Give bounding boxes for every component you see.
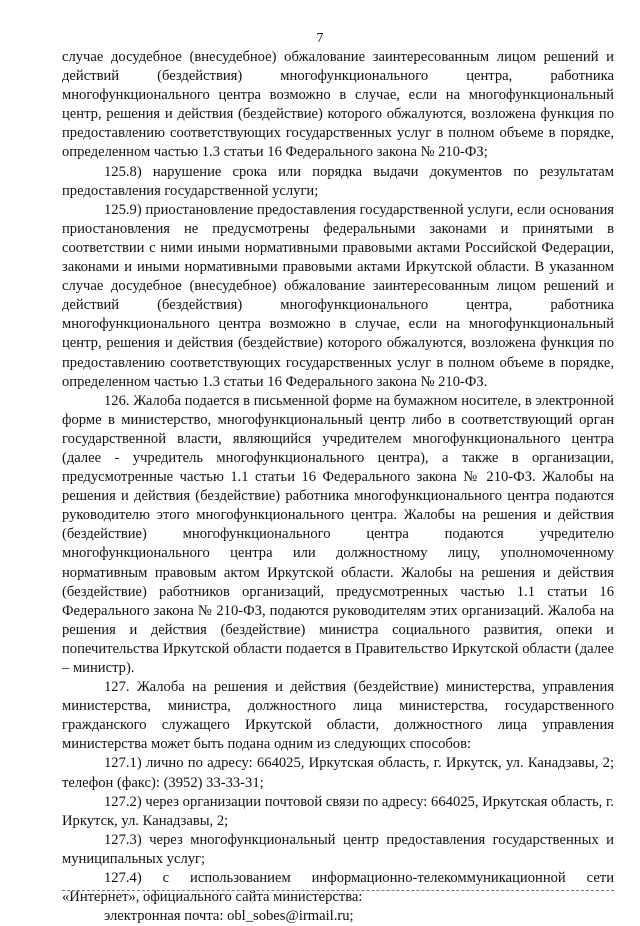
scan-edge-line (62, 890, 614, 891)
paragraph-127-4: 127.4) с использованием информационно-телекоммуникационной сети «Интернет», официального сайта министерства: (62, 870, 614, 906)
paragraph-continuation: случае досудебное (внесудебное) обжалование заинтересованным лицом решений и действий (бездействия) многофункционального центра, работника многофункционального центра возможно в случае, если на многофункциональный центр, решения и действия (бездействие) которого обжалуются, возложена функция по предоставлению соответствующих государственных услуг в полном объеме в порядке, определенном частью 1.3 статьи 16 Федерального закона № 210-ФЗ; (62, 49, 614, 161)
page-number: 7 (316, 31, 324, 46)
paragraph-127-1: 127.1) лично по адресу: 664025, Иркутская область, г. Иркутск, ул. Канадзавы, 2; телефон (факс): (3952) 33-33-31; (62, 755, 614, 791)
paragraph-127-3: 127.3) через многофункциональный центр предоставления государственных и муниципальных услуг; (62, 831, 614, 867)
paragraph-125-9: 125.9) приостановление предоставления государственной услуги, если основания приостановления не предусмотрены федеральными законами и принятыми в соответствии с ними иными нормативными правовыми актами Российской Федерации, законами и иными нормативными правовыми актами Иркутской области. В указанном случае досудебное (внесудебное) обжалование заинтересованным лицом решений и действий (бездействия) многофункционального центра, работника многофункционального центра возможно в случае, если на многофункциональный центр, решения и действия (бездействие) которого обжалуются, возложена функция по предоставлению соответствующих государственных услуг в полном объеме в порядке, определенном частью 1.3 статьи 16 Федерального закона № 210-ФЗ. (62, 201, 614, 390)
paragraph-125-8: 125.8) нарушение срока или порядка выдачи документов по результатам предоставления государственной услуги; (62, 163, 614, 199)
paragraph-126: 126. Жалоба подается в письменной форме на бумажном носителе, в электронной форме в министерство, многофункциональный центр либо в соответствующий орган государственной власти, являющийся учредителем многофункционального центра (далее - учредитель многофункционального центра), а также в организации, предусмотренные частью 1.1 статьи 16 Федерального закона № 210-ФЗ. Жалобы на решения и действия (бездействие) работника многофункционального центра подаются руководителю этого многофункционального центра. Жалобы на решения и действия (бездействие) многофункционального центра подаются учредителю многофункционального центра или должностному лицу, уполномоченному нормативным правовым актом Иркутской области. Жалобы на решения и действия (бездействие) работников организаций, предусмотренных частью 1.1 статьи 16 Федерального закона № 210-ФЗ, подаются руководителям этих организаций. Жалоба на решения и действия (бездействие) министра социального развития, опеки и попечительства Иркутской области подается в Правительство Иркутской области (далее – министр). (62, 392, 614, 676)
paragraph-127: 127. Жалоба на решения и действия (бездействие) министерства, управления министерства, министра, должностного лица министерства, государственного гражданского служащего Иркутской области, должностного лица управления министерства может быть подана одним из следующих способов: (62, 679, 614, 753)
email-line: электронная почта: obl_sobes@irmail.ru; (104, 908, 354, 925)
paragraph-127-2: 127.2) через организации почтовой связи по адресу: 664025, Иркутская область, г. Иркутск, ул. Канадзавы, 2; (62, 793, 614, 829)
document-body (62, 48, 614, 926)
